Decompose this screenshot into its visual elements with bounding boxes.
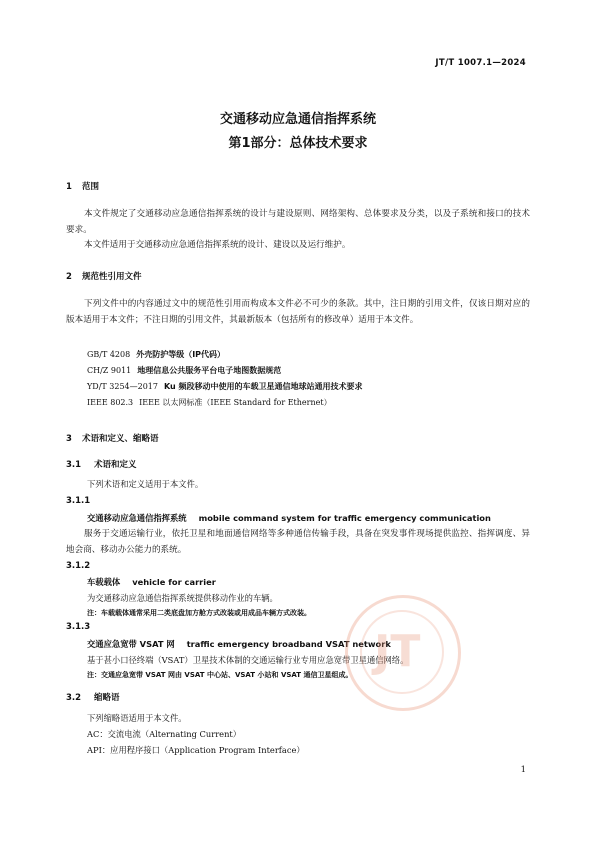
term-zh: 车载载体 (87, 577, 121, 587)
term-title (87, 576, 216, 588)
term-note: 注：交通应急宽带 VSAT 网由 VSAT 中心站、VSAT 小站和 VSAT 通信卫星组成。 (87, 671, 353, 679)
scope-paragraph-2: 本文件适用于交通移动应急通信指挥系统的设计、建设以及运行维护。 (84, 240, 351, 250)
term-definition: 服务于交通运输行业，依托卫星和地面通信网络等多种通信传输手段，具备在突发事件现场提供监控、指挥调度、异地会商、移动办公能力的系统。 (66, 529, 530, 555)
standard-code: JT/T 1007.1—2024 (435, 58, 526, 68)
watermark-stamp (345, 595, 461, 711)
subsection-title: 术语和定义 (94, 460, 137, 470)
term-en: mobile command system for traffic emergency communication (198, 513, 491, 523)
reference-code: GB/T 4208 (87, 350, 131, 359)
term-title (87, 512, 491, 524)
section-1-heading (66, 180, 99, 192)
term-zh: 交通应急宽带 VSAT 网 (87, 639, 175, 649)
reference-name: 外壳防护等级（IP代码） (136, 350, 226, 359)
term-en: traffic emergency broadband VSAT network (186, 639, 391, 649)
section-number: 2 (66, 272, 72, 282)
document-title-line2: 第1部分：总体技术要求 (228, 136, 368, 151)
reference-name: IEEE 以太网标准（IEEE Standard for Ethernet） (139, 398, 332, 407)
subsection-number: 3.2 (66, 693, 82, 703)
term-number: 3.1.2 (66, 561, 91, 571)
section-number: 1 (66, 182, 72, 192)
section-title: 术语和定义、缩略语 (82, 434, 159, 444)
reference-item (87, 364, 281, 378)
page-number: 1 (520, 765, 526, 775)
subsection-3-2-heading (66, 691, 120, 703)
reference-item (87, 380, 363, 394)
abbreviation-item: API：应用程序接口（Application Program Interface） (87, 745, 305, 755)
terms-intro: 下列术语和定义适用于本文件。 (87, 479, 204, 489)
term-zh: 交通移动应急通信指挥系统 (87, 513, 187, 523)
term-number: 3.1.3 (66, 622, 91, 632)
reference-code: CH/Z 9011 (87, 366, 132, 375)
section-number: 3 (66, 434, 72, 444)
reference-item (87, 348, 225, 362)
subsection-3-1-heading (66, 458, 137, 470)
normative-references-paragraph: 下列文件中的内容通过文中的规范性引用而构成本文件必不可少的条款。其中，注日期的引用文件，仅该日期对应的版本适用于本文件；不注日期的引用文件，其最新版本（包括所有的修改单）适用于本文件。 (66, 299, 530, 325)
abbreviations-intro: 下列缩略语适用于本文件。 (87, 713, 187, 723)
reference-item (87, 396, 332, 410)
abbreviation-item: AC：交流电流（Alternating Current） (87, 729, 242, 739)
stamp-logo-jt: JT (374, 626, 421, 677)
term-number: 3.1.1 (66, 496, 91, 506)
reference-code: YD/T 3254—2017 (87, 382, 158, 391)
reference-name: Ku 频段移动中使用的车载卫星通信地球站通用技术要求 (164, 382, 363, 391)
term-note: 注：车载载体通常采用二类底盘加方舱方式改装或用成品车辆方式改装。 (87, 609, 311, 617)
section-3-heading (66, 432, 159, 444)
term-definition: 为交通移动应急通信指挥系统提供移动作业的车辆。 (87, 593, 278, 603)
term-definition: 基于甚小口径终端（VSAT）卫星技术体制的交通运输行业专用应急宽带卫星通信网络。 (87, 655, 409, 665)
scope-paragraph-1: 本文件规定了交通移动应急通信指挥系统的设计与建设原则、网络架构、总体要求及分类，以及子系统和接口的技术要求。 (66, 209, 530, 235)
section-title: 规范性引用文件 (82, 272, 142, 282)
subsection-title: 缩略语 (94, 693, 120, 703)
reference-code: IEEE 802.3 (87, 398, 134, 407)
reference-name: 地理信息公共服务平台电子地图数据规范 (137, 366, 282, 375)
subsection-number: 3.1 (66, 460, 82, 470)
document-title-line1: 交通移动应急通信指挥系统 (219, 112, 376, 127)
term-en: vehicle for carrier (132, 577, 216, 587)
section-title: 范围 (82, 182, 100, 192)
section-2-heading (66, 270, 142, 282)
